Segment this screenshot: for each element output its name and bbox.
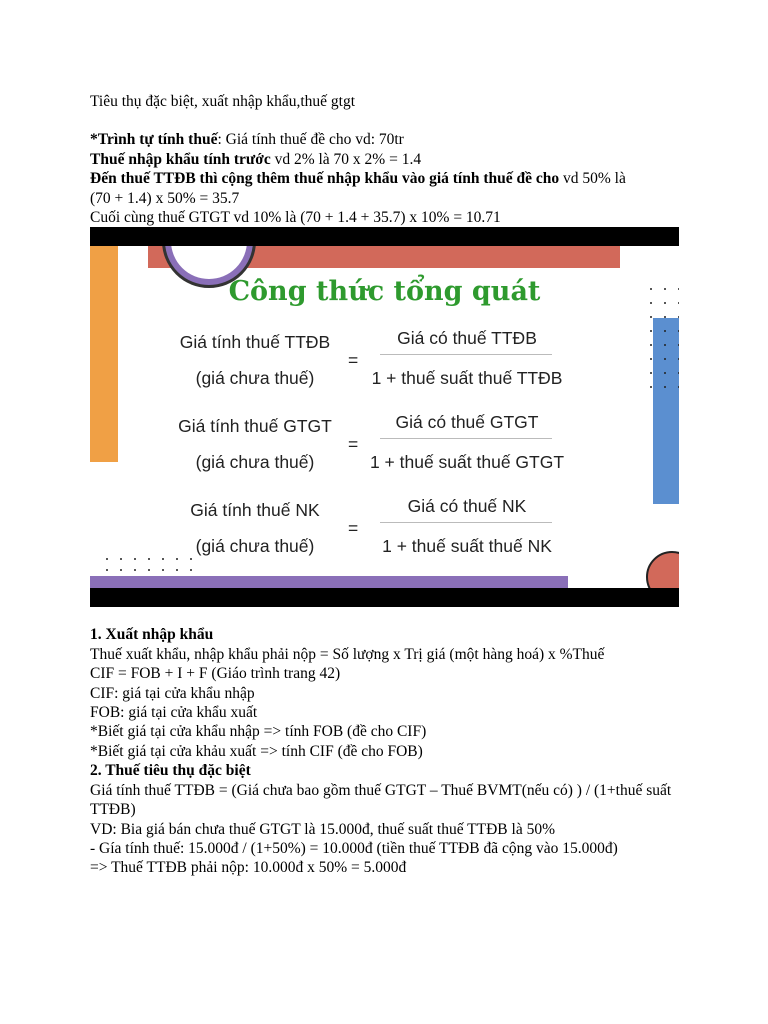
- document-page: [90, 92, 690, 878]
- section-2-line: Giá tính thuế TTĐB = (Giá chưa bao gồm thuế GTGT – Thuế BVMT(nếu có) ) / (1+thuế suất TTĐB): [90, 781, 672, 819]
- import-text: vd 2% là 70 x 2% = 1.4: [270, 150, 422, 168]
- order-text: : Giá tính thuế đề cho vd: 70tr: [217, 131, 404, 149]
- formula-numerator: Giá có thuế NK: [407, 496, 527, 517]
- formula-denominator: 1 + thuế suất thuế GTGT: [369, 452, 565, 473]
- formula-row-ttdb: [90, 328, 679, 404]
- import-label: Thuế nhập khẩu tính trước: [90, 150, 271, 168]
- formula-left-label: Giá tính thuế NK: [190, 500, 320, 521]
- section-1-line: Thuế xuất khẩu, nhập khẩu phải nộp = Số lượng x Trị giá (một hàng hoá) x %Thuế: [90, 645, 605, 663]
- section-1-line: CIF: giá tại cửa khẩu nhập: [90, 684, 255, 702]
- purple-decor-bar: [90, 576, 568, 588]
- formula-denominator: 1 + thuế suất thuế TTĐB: [371, 368, 563, 389]
- slide-canvas: [90, 246, 679, 588]
- section-1-line: FOB: giá tại cửa khẩu xuất: [90, 704, 258, 722]
- section-1-line: *Biết giá tại cửa khẩu nhập => tính FOB (đề cho CIF): [90, 723, 427, 741]
- formula-numerator: Giá có thuế GTGT: [395, 412, 539, 433]
- fraction-line: [380, 438, 552, 439]
- formula-left-label: Giá tính thuế GTGT: [178, 416, 332, 437]
- formula-left-note: (giá chưa thuế): [195, 368, 315, 389]
- gtgt-line: Cuối cùng thuế GTGT vd 10% là (70 + 1.4 + 35.7) x 10% = 10.71: [90, 209, 501, 227]
- section-1-line: *Biết giá tại cửa khảu xuất => tính CIF (đề cho FOB): [90, 742, 423, 760]
- ttdb-text: vd 50% là: [559, 170, 626, 188]
- ttdb-calc: (70 + 1.4) x 50% = 35.7: [90, 189, 240, 207]
- formula-row-nk: [90, 496, 679, 572]
- doc-heading: Tiêu thụ đặc biệt, xuất nhập khẩu,thuế gtgt: [90, 93, 356, 110]
- formula-left-note: (giá chưa thuế): [195, 452, 315, 473]
- import-line: [90, 150, 690, 169]
- formula-left-label: Giá tính thuế TTĐB: [179, 332, 331, 353]
- formula-left-note: (giá chưa thuế): [195, 536, 315, 557]
- equals-sign: =: [348, 434, 359, 455]
- section-2-title: 2. Thuế tiêu thụ đặc biệt: [90, 762, 251, 780]
- fraction-line: [380, 354, 552, 355]
- formula-numerator: Giá có thuế TTĐB: [397, 328, 537, 349]
- section-2-line: => Thuế TTĐB phải nộp: 10.000đ x 50% = 5.000đ: [90, 859, 407, 877]
- order-line: [90, 130, 690, 149]
- formula-row-gtgt: [90, 412, 679, 488]
- equals-sign: =: [348, 518, 359, 539]
- section-2-line: VD: Bia giá bán chưa thuế GTGT là 15.000đ, thuế suất thuế TTĐB là 50%: [90, 820, 555, 838]
- ttdb-line: [90, 169, 690, 188]
- section-2-line: - Gía tính thuế: 15.000đ / (1+50%) = 10.000đ (tiền thuế TTĐB đã cộng vào 15.000đ): [90, 839, 618, 857]
- fraction-line: [380, 522, 552, 523]
- section-1-title: 1. Xuất nhập khẩu: [90, 626, 214, 644]
- ttdb-label: Đến thuế TTĐB thì cộng thêm thuế nhập khẩu vào giá tính thuế đề cho: [90, 170, 560, 188]
- formula-denominator: 1 + thuế suất thuế NK: [382, 536, 552, 557]
- order-label: *Trình tự tính thuế: [90, 131, 218, 149]
- section-1-line: CIF = FOB + I + F (Giáo trình trang 42): [90, 665, 341, 683]
- slide-title: Công thức tổng quát: [228, 276, 541, 308]
- formula-slide-image: [90, 227, 679, 607]
- equals-sign: =: [348, 350, 359, 371]
